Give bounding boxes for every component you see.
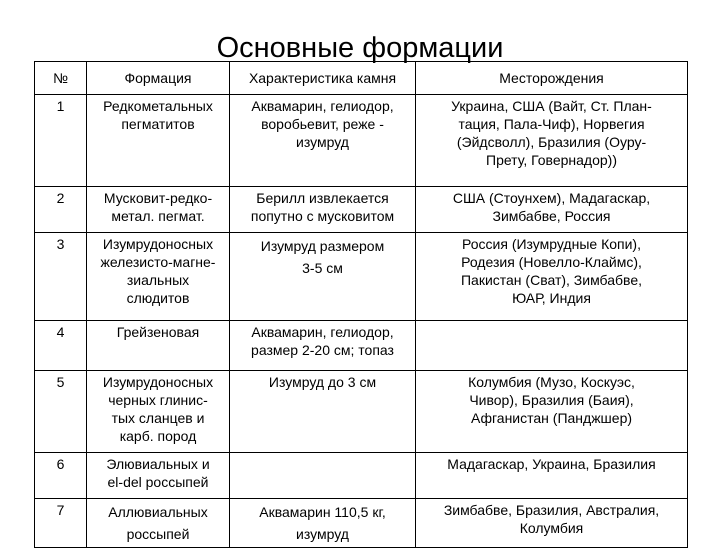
formation-cell: Мусковит-редко- метал. пегмат. [87, 187, 230, 233]
formations-table [34, 61, 688, 548]
table-row [35, 187, 688, 233]
deposits-cell: США (Стоунхем), Мадагаскар, Зимбабве, Россия [416, 187, 688, 233]
deposits-cell: Зимбабве, Бразилия, Австралия, Колумбия [416, 499, 688, 548]
row-number: 3 [35, 233, 87, 321]
row-number: 1 [35, 95, 87, 187]
row-number: 4 [35, 321, 87, 371]
stone-cell [230, 453, 416, 499]
header-number: № [35, 62, 87, 95]
stone-cell: Изумруд до 3 см [230, 371, 416, 453]
header-deposits: Месторождения [416, 62, 688, 95]
table-header-row [35, 62, 688, 95]
deposits-cell: Мадагаскар, Украина, Бразилия [416, 453, 688, 499]
formation-cell: Изумрудоносных железисто-магне- зиальных слюдитов [87, 233, 230, 321]
formation-cell: Грейзеновая [87, 321, 230, 371]
stone-cell: Аквамарин 110,5 кг, изумруд [230, 499, 416, 548]
deposits-cell [416, 321, 688, 371]
table-row [35, 95, 688, 187]
table-row [35, 321, 688, 371]
formation-cell: Элювиальных и el-del россыпей [87, 453, 230, 499]
page-title: Основные формации [216, 32, 504, 64]
deposits-cell: Россия (Изумрудные Копи), Родезия (Новелло-Клаймс), Пакистан (Сват), Зимбабве, ЮАР, Индия [416, 233, 688, 321]
row-number: 2 [35, 187, 87, 233]
stone-cell: Изумруд размером 3-5 см [230, 233, 416, 321]
formation-cell: Редкометальных пегматитов [87, 95, 230, 187]
table-row [35, 499, 688, 548]
table-row [35, 453, 688, 499]
header-formation: Формация [87, 62, 230, 95]
formation-cell: Аллювиальных россыпей [87, 499, 230, 548]
formation-cell: Изумрудоносных черных глинис- тых сланцев и карб. пород [87, 371, 230, 453]
table-row [35, 371, 688, 453]
header-stone-characteristics: Характеристика камня [230, 62, 416, 95]
stone-cell: Берилл извлекается попутно с мусковитом [230, 187, 416, 233]
stone-cell: Аквамарин, гелиодор, размер 2-20 см; топаз [230, 321, 416, 371]
row-number: 7 [35, 499, 87, 548]
row-number: 5 [35, 371, 87, 453]
stone-cell: Аквамарин, гелиодор, воробьевит, реже - изумруд [230, 95, 416, 187]
row-number: 6 [35, 453, 87, 499]
deposits-cell: Колумбия (Музо, Коскуэс, Чивор), Бразилия (Баия), Афганистан (Панджшер) [416, 371, 688, 453]
deposits-cell: Украина, США (Вайт, Ст. План- тация, Пала-Чиф), Норвегия (Эйдсволл), Бразилия (Оуру- Прету, Говернадор)) [416, 95, 688, 187]
table-row [35, 233, 688, 321]
